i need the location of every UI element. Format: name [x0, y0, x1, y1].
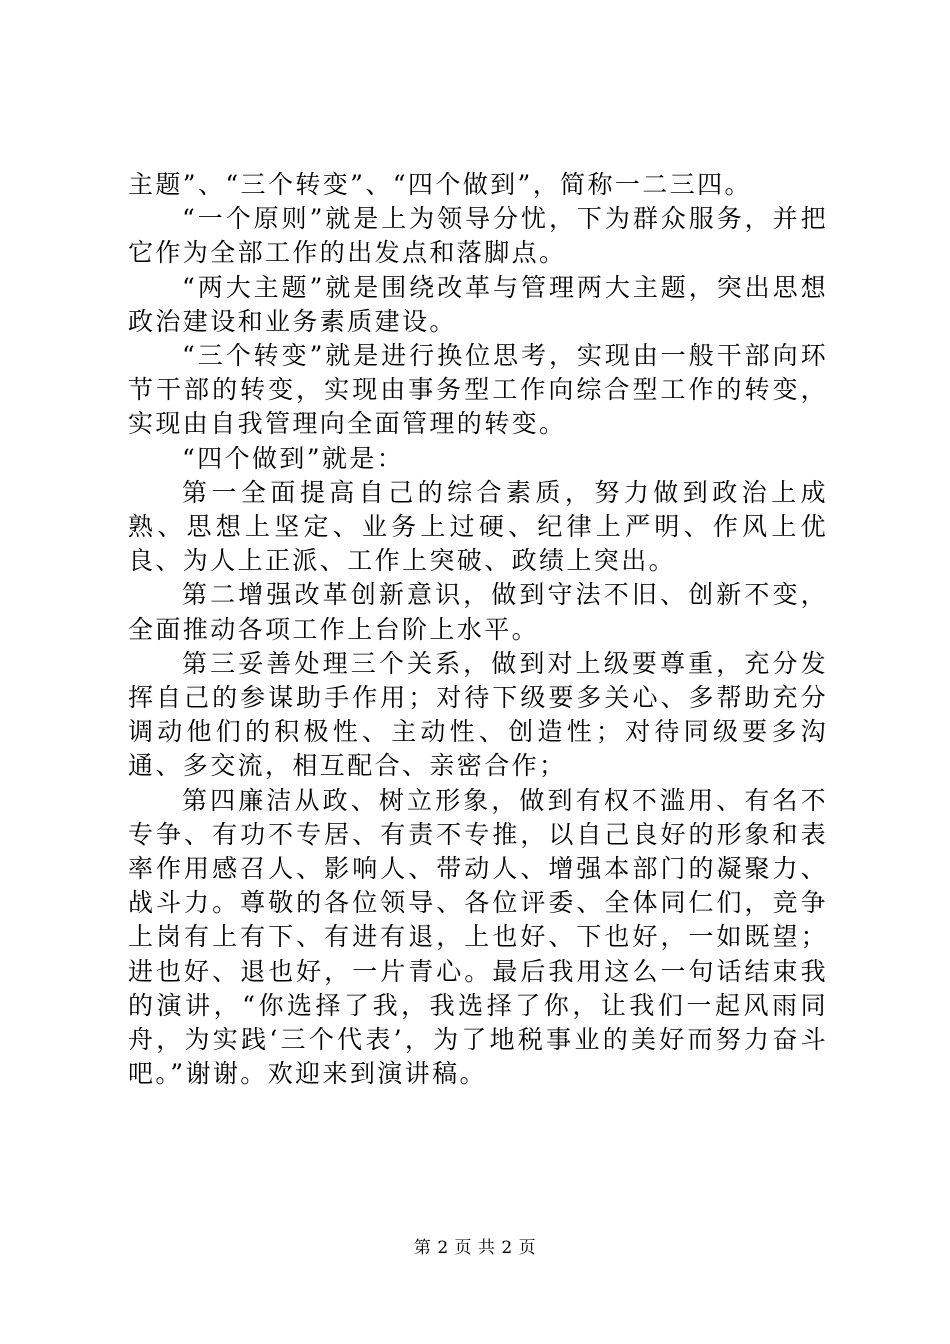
paragraph-three-changes: “三个转变”就是进行换位思考，实现由一般干部向环节干部的转变，实现由事务型工作向综合型工作的转变，实现由自我管理向全面管理的转变。: [128, 341, 828, 439]
paragraph-third-point: 第三妥善处理三个关系，做到对上级要尊重，充分发挥自己的参谋助手作用；对待下级要多关心、多帮助充分调动他们的积极性、主动性、创造性；对待同级要多沟通、多交流，相互配合、亲密合作；: [128, 648, 828, 781]
paragraph-first-point: 第一全面提高自己的综合素质，努力做到政治上成熟、思想上坚定、业务上过硬、纪律上严明、作风上优良、为人上正派、工作上突破、政绩上突出。: [128, 477, 828, 576]
page-footer: 第 2 页 共 2 页: [413, 1238, 537, 1258]
paragraph-one-principle: “一个原则”就是上为领导分忧，下为群众服务，并把它作为全部工作的出发点和落脚点。: [128, 204, 828, 268]
paragraph-second-point: 第二增强改革创新意识，做到守法不旧、创新不变，全面推动各项工作上台阶上水平。: [128, 580, 828, 644]
paragraph-two-themes: “两大主题”就是围绕改革与管理两大主题，突出思想政治建设和业务素质建设。: [128, 272, 828, 336]
paragraph-fourth-point-closing: 第四廉洁从政、树立形象，做到有权不滥用、有名不专争、有功不专居、有责不专推，以自己良好的形象和表率作用感召人、影响人、带动人、增强本部门的凝聚力、战斗力。尊敬的各位领导、各位评委、全体同仁们，竞争上岗有上有下、有进有退，上也好、下也好，一如既望；进也好、退也好，一片青心。最后我用这么一句话结束我的演讲，“你选择了我，我选择了你，让我们一起风雨同舟，为实践‘三个代表’，为了地税事业的美好而努力奋斗吧。”谢谢。欢迎来到演讲稿。: [128, 785, 828, 1089]
paragraph-four-achievements-intro: “四个做到”就是：: [182, 443, 405, 473]
paragraph-topics-summary: 主题”、“三个转变”、“四个做到”，简称一二三四。: [128, 170, 752, 199]
document-body: [128, 168, 828, 1091]
